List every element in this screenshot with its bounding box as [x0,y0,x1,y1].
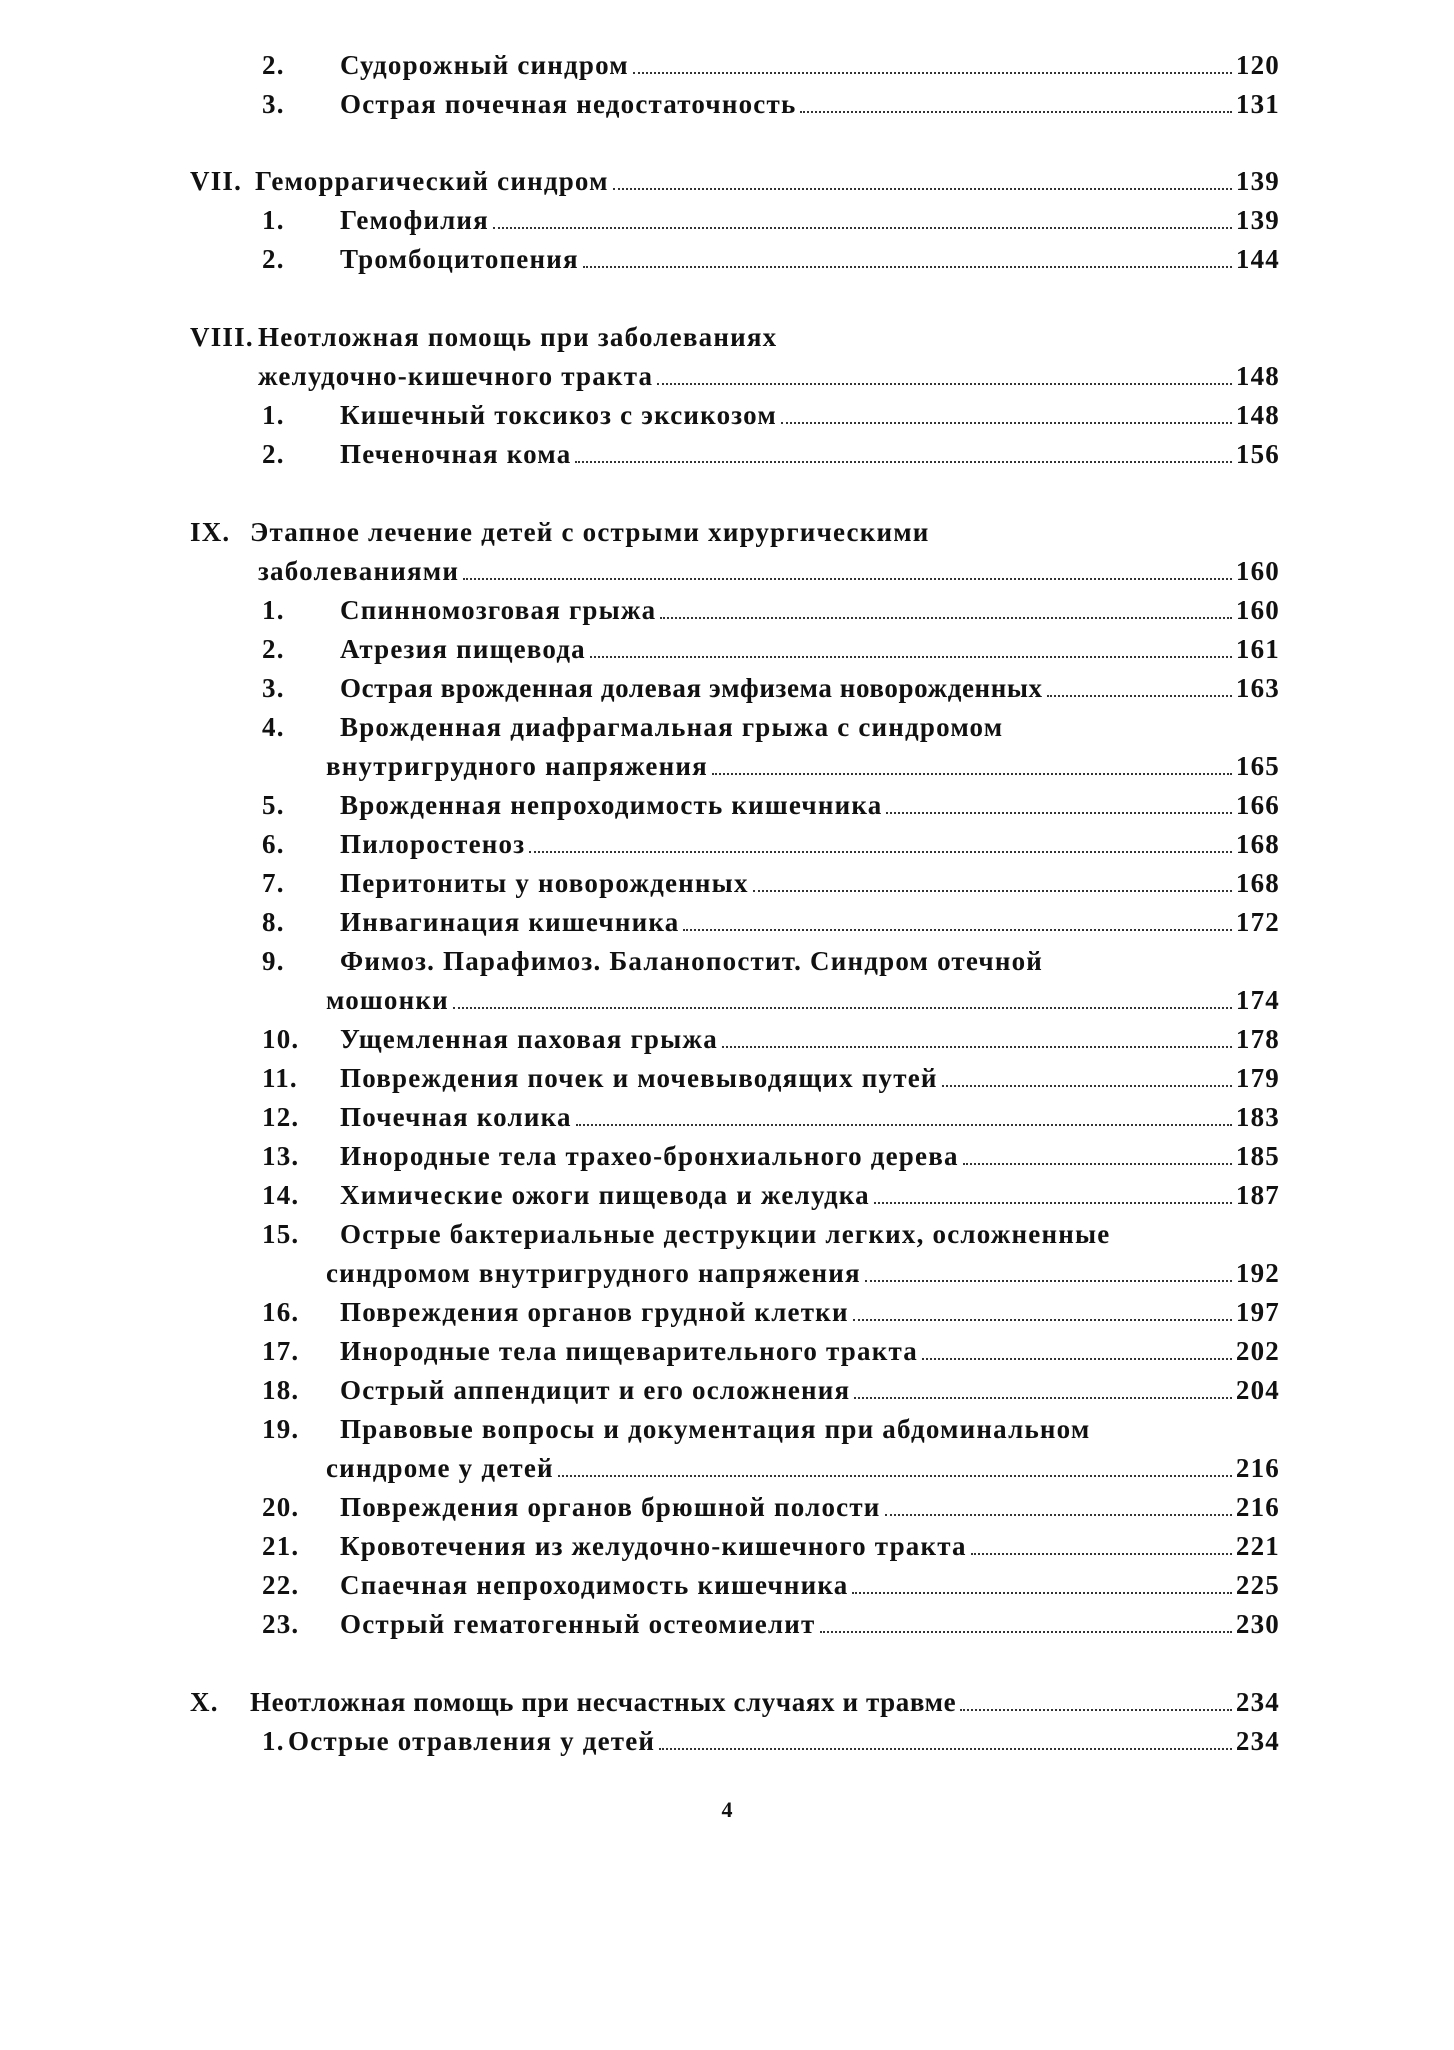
toc-entry-page: 174 [1235,985,1280,1015]
dot-leader [590,634,1232,658]
dot-leader [529,829,1232,853]
toc-entry-page: 120 [1235,50,1280,80]
dot-leader [886,790,1231,814]
toc-entry [262,397,1280,433]
toc-entry-number: 2. [262,50,285,80]
dot-leader [722,1024,1232,1048]
toc-entry [262,592,1280,628]
toc-entry-title: синдроме у детей [326,1453,554,1483]
toc-entry-page: 148 [1235,400,1280,430]
toc-entry-number: 1. [262,1726,285,1756]
toc-entry-title: Гемофилия [340,205,489,235]
toc-entry-number: 2. [262,634,285,664]
dot-leader [633,50,1232,74]
toc-entry-title: Острый гематогенный остеомиелит [340,1609,816,1639]
toc-entry-number: 21. [262,1531,300,1561]
toc-entry-title: Химические ожоги пищевода и желудка [340,1180,870,1210]
dot-leader [453,985,1232,1009]
toc-entry-number: 1. [262,205,285,235]
toc-entry-title: Судорожный синдром [340,50,629,80]
dot-leader [960,1687,1232,1711]
toc-entry-number: 5. [262,790,285,820]
toc-entry [262,202,1280,238]
toc-entry-number: 20. [262,1492,300,1522]
toc-entry-number: 9. [262,946,285,976]
dot-leader [971,1531,1232,1555]
toc-entry-page: 178 [1235,1024,1280,1054]
toc-section-continuation [258,358,1280,394]
toc-entry-number: 15. [262,1219,300,1249]
toc-entry-page: 192 [1235,1258,1280,1288]
toc-entry-title: Врожденная диафрагмальная грыжа с синдромом [340,712,1004,742]
dot-leader [575,439,1231,463]
toc-entry-number: 10. [262,1024,300,1054]
toc-section-number: VII. [190,166,243,196]
toc-entry-number: 2. [262,244,285,274]
toc-entry [262,1021,1280,1057]
toc-entry-continuation [326,748,1280,784]
toc-entry-page: 230 [1235,1609,1280,1639]
toc-entry-number: 13. [262,1141,300,1171]
dot-leader [657,361,1232,385]
toc-entry-number: 22. [262,1570,300,1600]
toc-entry-page: 163 [1235,673,1280,703]
dot-leader [963,1141,1232,1165]
toc-entry-page: 166 [1235,790,1280,820]
toc-entry-number: 4. [262,712,285,742]
toc-entry-title: Врожденная непроходимость кишечника [340,790,883,820]
dot-leader [463,556,1232,580]
toc-entry-number: 12. [262,1102,300,1132]
dot-leader [613,166,1232,190]
toc-section-title: Неотложная помощь при заболеваниях [258,322,778,352]
toc-entry-title: Инородные тела трахео-бронхиального дерева [340,1141,959,1171]
toc-entry-page: 165 [1235,751,1280,781]
toc-entry-page: 204 [1235,1375,1280,1405]
toc-entry-number: 1. [262,400,285,430]
toc-entry-title: Кровотечения из желудочно-кишечного тракта [340,1531,967,1561]
page-number: 4 [721,1797,733,1822]
toc-section [190,514,1280,550]
dot-leader [865,1258,1232,1282]
toc-entry-title: Инородные тела пищеварительного тракта [340,1336,918,1366]
dot-leader [885,1492,1232,1516]
toc-section-number: VIII. [190,322,254,352]
toc-section-page: 139 [1235,166,1280,196]
toc-entry-number: 7. [262,868,285,898]
dot-leader [942,1063,1232,1087]
toc-entry-title: Повреждения органов брюшной полости [340,1492,881,1522]
dot-leader [800,89,1231,113]
toc-entry-page: 156 [1235,439,1280,469]
toc-entry-title: Кишечный токсикоз с эксикозом [340,400,777,430]
toc-section-title: Геморрагический синдром [255,166,609,196]
toc-entry-number: 8. [262,907,285,937]
dot-leader [753,868,1232,892]
toc-entry [262,1333,1280,1369]
toc-section [190,163,1280,199]
toc-entry-title: Атрезия пищевода [340,634,586,664]
dot-leader [493,205,1232,229]
toc-entry [262,1372,1280,1408]
toc-section-page: 234 [1235,1687,1280,1717]
toc-entry [262,1294,1280,1330]
toc-entry-number: 23. [262,1609,300,1639]
dot-leader [820,1609,1232,1633]
toc-section [190,319,1280,355]
toc-entry [262,1606,1280,1642]
toc-entry-title: мошонки [326,985,449,1015]
toc-entry [262,904,1280,940]
toc-entry-title: Острая почечная недостаточность [340,89,797,119]
toc-entry-title: Тромбоцитопения [340,244,579,274]
toc-entry-continuation [326,982,1280,1018]
toc-entry [262,709,1280,745]
toc-entry-title: Почечная колика [340,1102,572,1132]
toc-entry-page: 183 [1235,1102,1280,1132]
toc-entry-title: внутригрудного напряжения [326,751,708,781]
toc-entry [262,787,1280,823]
toc-entry [262,1528,1280,1564]
toc-entry-number: 3. [262,673,285,703]
toc-entry-number: 17. [262,1336,300,1366]
toc-entry-title: Повреждения почек и мочевыводящих путей [340,1063,938,1093]
dot-leader [576,1102,1232,1126]
toc-entry-title: Повреждения органов грудной клетки [340,1297,849,1327]
toc-entry-number: 3. [262,89,285,119]
toc-entry-page: 225 [1235,1570,1280,1600]
dot-leader [583,244,1232,268]
toc-section-number: X. [190,1687,219,1717]
dot-leader [558,1453,1232,1477]
dot-leader [781,400,1232,424]
toc-entry-page: 144 [1235,244,1280,274]
toc-entry-page: 197 [1235,1297,1280,1327]
toc-entry-number: 19. [262,1414,300,1444]
toc-entry-title: Фимоз. Парафимоз. Баланопостит. Синдром отечной [340,946,1044,976]
toc-entry-number: 14. [262,1180,300,1210]
toc-entry [262,943,1280,979]
dot-leader [852,1570,1231,1594]
toc-entry-page: 202 [1235,1336,1280,1366]
dot-leader [712,751,1232,775]
toc-section-title: Неотложная помощь при несчастных случаях и травме [250,1687,957,1717]
toc-entry-page: 161 [1235,634,1280,664]
toc-section-page: 148 [1235,361,1280,391]
toc-section-continuation [258,553,1280,589]
toc-entry-page: 168 [1235,829,1280,859]
toc-entry [262,1723,1280,1759]
toc-section-title: Этапное лечение детей с острыми хирургическими [250,517,930,547]
toc-entry-title: Ущемленная паховая грыжа [340,1024,718,1054]
toc-entry-number: 2. [262,439,285,469]
toc-entry [262,86,1280,122]
toc-entry-page: 179 [1235,1063,1280,1093]
toc-entry-title: Острый аппендицит и его осложнения [340,1375,851,1405]
toc-entry-title: Пилоростеноз [340,829,526,859]
toc-entry [262,865,1280,901]
toc-entry-continuation [326,1255,1280,1291]
toc-entry [262,670,1280,706]
toc-entry-continuation [326,1450,1280,1486]
toc-entry-title: Спинномозговая грыжа [340,595,657,625]
toc-entry [262,47,1280,83]
toc-entry [262,1216,1280,1252]
toc-entry [262,826,1280,862]
toc-section-title: желудочно-кишечного тракта [258,361,654,391]
toc-entry-title: Инвагинация кишечника [340,907,680,937]
toc-entry-title: синдромом внутригрудного напряжения [326,1258,861,1288]
toc-entry-title: Спаечная непроходимость кишечника [340,1570,849,1600]
toc-entry-title: Острые бактериальные деструкции легких, осложненные [340,1219,1111,1249]
dot-leader [854,1375,1232,1399]
toc-entry-title: Перитониты у новорожденных [340,868,749,898]
toc-entry-page: 160 [1235,595,1280,625]
toc-entry [262,1177,1280,1213]
dot-leader [922,1336,1232,1360]
toc-entry-page: 234 [1235,1726,1280,1756]
toc-section-title: заболеваниями [258,556,460,586]
toc-section [190,1684,1280,1720]
toc-entry-page: 216 [1235,1492,1280,1522]
toc-entry [262,1060,1280,1096]
toc-entry-title: Острая врожденная долевая эмфизема новорожденных [340,673,1043,703]
toc-entry-page: 131 [1235,89,1280,119]
toc-entry [262,1138,1280,1174]
dot-leader [683,907,1231,931]
toc-entry-number: 11. [262,1063,298,1093]
toc-entry [262,1411,1280,1447]
toc-entry-page: 172 [1235,907,1280,937]
toc-section-number: IX. [190,517,231,547]
toc-entry-number: 6. [262,829,285,859]
toc-entry [262,631,1280,667]
toc-entry [262,241,1280,277]
toc-entry-page: 187 [1235,1180,1280,1210]
toc-entry-number: 1. [262,595,285,625]
toc-entry-title: Правовые вопросы и документация при абдоминальном [340,1414,1091,1444]
toc-entry [262,1099,1280,1135]
toc-entry-page: 185 [1235,1141,1280,1171]
toc-section-page: 160 [1235,556,1280,586]
toc-entry-title: Печеночная кома [340,439,572,469]
toc-entry [262,436,1280,472]
toc-entry-page: 139 [1235,205,1280,235]
dot-leader [660,595,1232,619]
dot-leader [874,1180,1232,1204]
toc-entry-page: 216 [1235,1453,1280,1483]
dot-leader [853,1297,1232,1321]
toc-entry-number: 16. [262,1297,300,1327]
toc-entry-page: 221 [1235,1531,1280,1561]
toc-entry-page: 168 [1235,868,1280,898]
toc-entry [262,1489,1280,1525]
dot-leader [659,1726,1232,1750]
dot-leader [1047,673,1232,697]
toc-entry-title: Острые отравления у детей [288,1726,656,1756]
toc-entry [262,1567,1280,1603]
toc-entry-number: 18. [262,1375,300,1405]
